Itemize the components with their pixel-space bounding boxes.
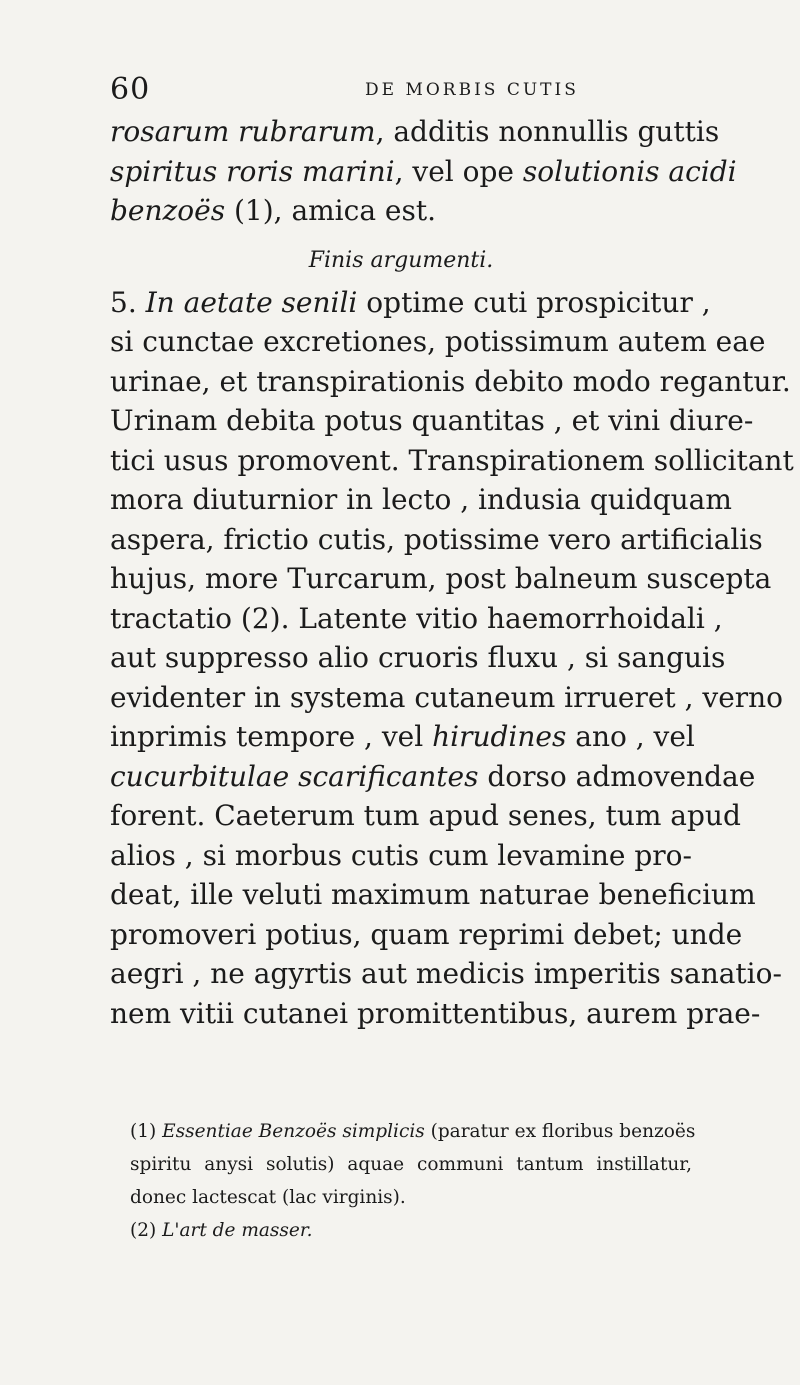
section-number: 5. xyxy=(110,285,146,319)
text-line: deat, ille veluti maximum naturae beneficium xyxy=(110,878,756,911)
text-line: promoveri potius, quam reprimi debet; unde xyxy=(110,917,743,951)
text-line: evidenter in systema cutaneum irrueret , verno xyxy=(110,680,784,714)
text-line: cucurbitulae scarificantes dorso admovendae xyxy=(110,759,756,793)
text-line: tractatio (2). Latente vitio haemorrhoidali , xyxy=(110,601,723,635)
italic-term: hirudines xyxy=(432,720,567,753)
italic-term: L'art de masser. xyxy=(162,1220,313,1241)
section-heading: Finis argumenti. xyxy=(308,247,494,273)
text-line: rosarum rubrarum, additis nonnullis guttis xyxy=(110,115,720,148)
text-line: si cunctae excretiones, potissimum autem eae xyxy=(110,325,766,358)
italic-term: benzoës xyxy=(110,194,226,227)
text-line: tici usus promovent. Transpirationem sollicitant xyxy=(110,443,794,477)
text-line: nem vitii cutanei promittentibus, aurem prae- xyxy=(110,996,761,1030)
italic-term: rosarum rubrarum xyxy=(110,115,376,148)
text-line: benzoës (1), amica est. xyxy=(110,194,437,227)
text-line: inprimis tempore , vel hirudines ano , vel xyxy=(110,720,695,753)
text-line: hujus, more Turcarum, post balneum suscepta xyxy=(110,562,772,595)
footnote-1-line: donec lactescat (lac virginis). xyxy=(130,1187,406,1208)
footnote-1: (1) Essentiae Benzoës simplicis (paratur ex floribus benzoës xyxy=(130,1121,696,1142)
footnote-2 xyxy=(110,1214,692,1247)
text-line: urinae, et transpirationis debito modo regantur. xyxy=(110,364,791,398)
italic-term: solutionis acidi xyxy=(522,154,737,188)
page-number: 60 xyxy=(110,72,151,107)
body-text xyxy=(110,112,794,1033)
text-line: aspera, frictio cutis, potissime vero artificialis xyxy=(110,522,763,556)
running-title: DE MORBIS CUTIS xyxy=(365,80,579,100)
text-line: forent. Caeterum tum apud senes, tum apud xyxy=(110,799,741,832)
text-line: Urinam debita potus quantitas , et vini diure- xyxy=(110,404,754,437)
footnote-marker: (2) xyxy=(130,1220,163,1241)
italic-term: cucurbitulae scarificantes xyxy=(110,759,479,793)
footnote-1-line: spiritu anysi solutis) aquae communi tantum instillatur, xyxy=(130,1154,692,1175)
footnote-marker: (1) xyxy=(130,1121,163,1142)
text-line: spiritus roris marini, vel ope solutionis acidi xyxy=(110,154,737,188)
italic-term: spiritus roris marini xyxy=(110,154,395,188)
footnotes xyxy=(110,1115,696,1247)
text-line: aut suppresso alio cruoris fluxu , si sanguis xyxy=(110,641,726,674)
text-line: 5. In aetate senili optime cuti prospicitur , xyxy=(110,285,711,319)
italic-term: Essentiae Benzoës simplicis xyxy=(162,1121,425,1142)
text-line: mora diuturnior in lecto , indusia quidquam xyxy=(110,483,732,516)
text-line: alios , si morbus cutis cum levamine pro- xyxy=(110,838,692,872)
italic-term: In aetate senili xyxy=(145,285,358,319)
running-head xyxy=(110,72,710,112)
text-line: aegri , ne agyrtis aut medicis imperitis sanatio- xyxy=(110,957,782,990)
